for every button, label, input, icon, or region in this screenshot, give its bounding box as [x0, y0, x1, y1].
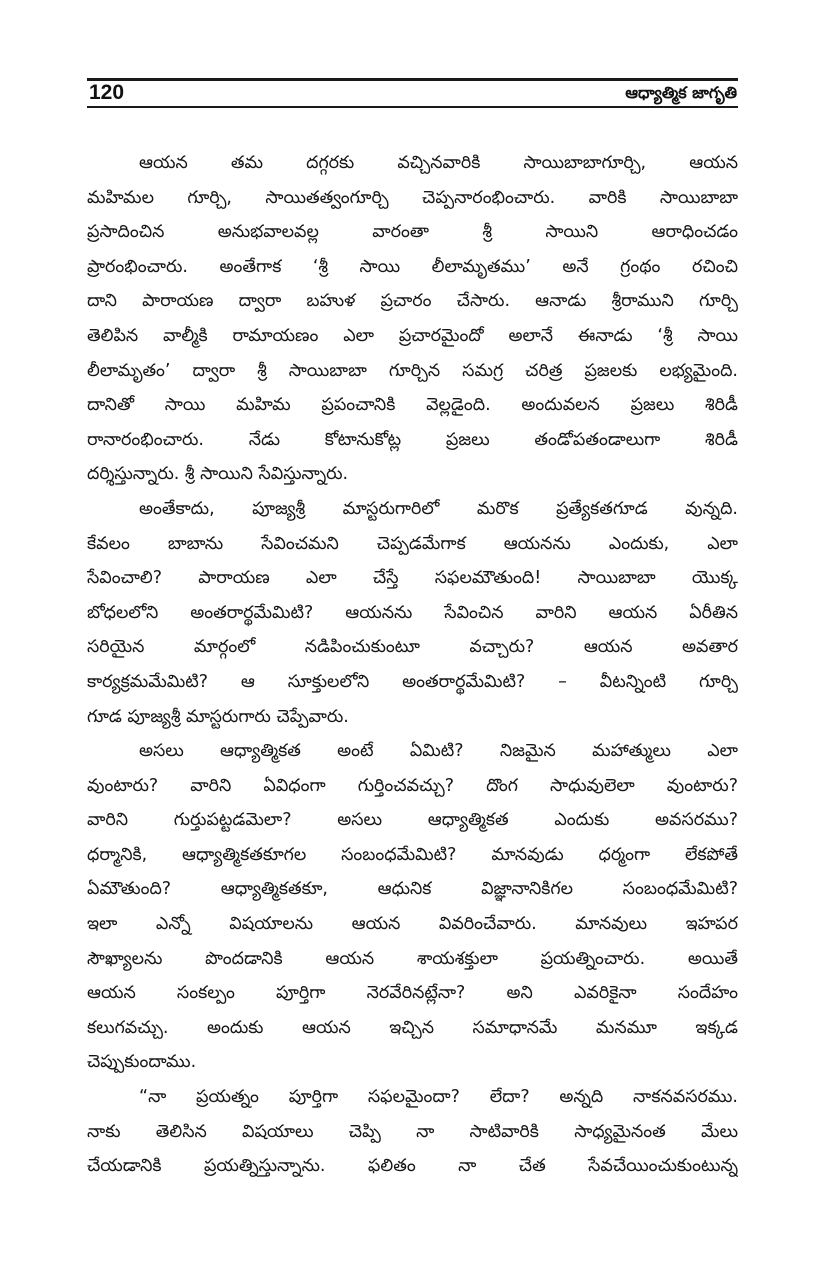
text-line: బోధలలోని అంతరార్థమేమిటి? ఆయనను సేవించిన వారిని ఆయన ఏరీతిన	[87, 602, 738, 623]
text-line: ప్రసాదించిన అనుభవాలవల్ల వారంతా శ్రీ సాయిని ఆరాధించడం	[87, 222, 738, 243]
text-line: సేవించాలి? పారాయణ ఎలా చేస్తే సఫలమౌతుంది! సాయిబాబా యొక్క	[87, 568, 738, 589]
text-line: వుంటారు? వారిని ఏవిధంగా గుర్తించవచ్చు? దొంగ సాధువులెలా వుంటారు?	[87, 775, 738, 796]
text-line: చేయడానికి ప్రయత్నిస్తున్నాను. ఫలితం నా చేత సేవచేయించుకుంటున్న	[87, 1156, 738, 1177]
text-line: చెప్పుకుందాము.	[87, 1052, 197, 1073]
text-line: కార్యక్రమమేమిటి? ఆ సూక్తులలోని అంతరార్థమేమిటి? – వీటన్నింటి గూర్చి	[87, 671, 738, 692]
running-title: ఆధ్యాత్మిక జాగృతి	[625, 83, 737, 102]
text-line: సరియైన మార్గంలో నడిపించుకుంటూ వచ్చారు? ఆయన అవతార	[87, 637, 738, 658]
paragraph-3	[87, 734, 738, 1080]
header-top-rule	[87, 78, 738, 81]
text-line: ఆయన సంకల్పం పూర్తిగా నెరవేరినట్లేనా? అని ఎవరికైనా సందేహం	[87, 983, 738, 1004]
text-line: కేవలం బాబాను సేవించమని చెప్పడమేగాక ఆయనను ఎందుకు, ఎలా	[87, 533, 738, 554]
text-line: ఏమౌతుంది? ఆధ్యాత్మికతకూ, ఆధునిక విజ్ఞానానికిగల సంబంధమేమిటి?	[87, 879, 738, 900]
text-line: అసలు ఆధ్యాత్మికత అంటే ఏమిటి? నిజమైన మహాత్ములు ఎలా	[139, 741, 738, 762]
page-number: 120	[89, 81, 125, 104]
text-line: లీలామృతం’ ద్వారా శ్రీ సాయిబాబా గూర్చిన సమగ్ర చరిత్ర ప్రజలకు లభ్యమైంది.	[87, 360, 738, 381]
text-line: ఆయన తమ దగ్గరకు వచ్చినవారికి సాయిబాబాగూర్చి, ఆయన	[139, 153, 738, 173]
body-text	[87, 146, 738, 1184]
text-line: వారిని గుర్తుపట్టడమెలా? అసలు ఆధ్యాత్మికత ఎందుకు అవసరము?	[87, 810, 738, 831]
text-line: రానారంభించారు. నేడు కోటానుకోట్ల ప్రజలు తండోపతండాలుగా శిరిడీ	[87, 429, 738, 450]
text-line: ఇలా ఎన్నో విషయాలను ఆయన వివరించేవారు. మానవులు ఇహపర	[87, 914, 738, 935]
text-line: తెలిపిన వాల్మీకి రామాయణం ఎలా ప్రచారమైందో అలానే ఈనాడు ‘శ్రీ సాయి	[87, 325, 738, 346]
text-line: ప్రారంభించారు. అంతేగాక ‘శ్రీ సాయి లీలామృతము’ అనే గ్రంథం రచించి	[87, 256, 738, 277]
text-line: గూడ పూజ్యశ్రీ మాస్టరుగారు చెప్పేవారు.	[87, 706, 349, 727]
text-line: “నా ప్రయత్నం పూర్తిగా సఫలమైందా? లేదా? అన్నది నాకనవసరము.	[139, 1087, 738, 1108]
text-line: ధర్మానికి, ఆధ్యాత్మికతకూగల సంబంధమేమిటి? మానవుడు ధర్మంగా లేకపోతే	[87, 844, 738, 865]
text-line: అంతేకాదు, పూజ్యశ్రీ మాస్టరుగారిలో మరొక ప్రత్యేకతగూడ వున్నది.	[139, 498, 738, 519]
text-line: కలుగవచ్చు. అందుకు ఆయన ఇచ్చిన సమాధానమే మనమూ ఇక్కడ	[87, 1017, 738, 1038]
header-bottom-rule	[87, 106, 738, 108]
paragraph-4	[87, 1080, 738, 1184]
text-line: సౌఖ్యాలను పొందడానికి ఆయన శాయశక్తులా ప్రయత్నించారు. అయితే	[87, 948, 738, 969]
text-line: దాని పారాయణ ద్వారా బహుళ ప్రచారం చేసారు. ఆనాడు శ్రీరాముని గూర్చి	[87, 291, 738, 312]
text-line: నాకు తెలిసిన విషయాలు చెప్పి నా సాటివారికి సాధ్యమైనంత మేలు	[87, 1121, 738, 1142]
text-line: దర్శిస్తున్నారు. శ్రీ సాయిని సేవిస్తున్నారు.	[87, 464, 349, 485]
text-line: దానితో సాయి మహిమ ప్రపంచానికి వెల్లడైంది. అందువలన ప్రజలు శిరిడీ	[87, 395, 738, 416]
paragraph-1	[87, 146, 738, 492]
text-line: మహిమల గూర్చి, సాయితత్వంగూర్చి చెప్పనారంభించారు. వారికి సాయిబాబా	[87, 187, 738, 208]
paragraph-2	[87, 492, 738, 734]
